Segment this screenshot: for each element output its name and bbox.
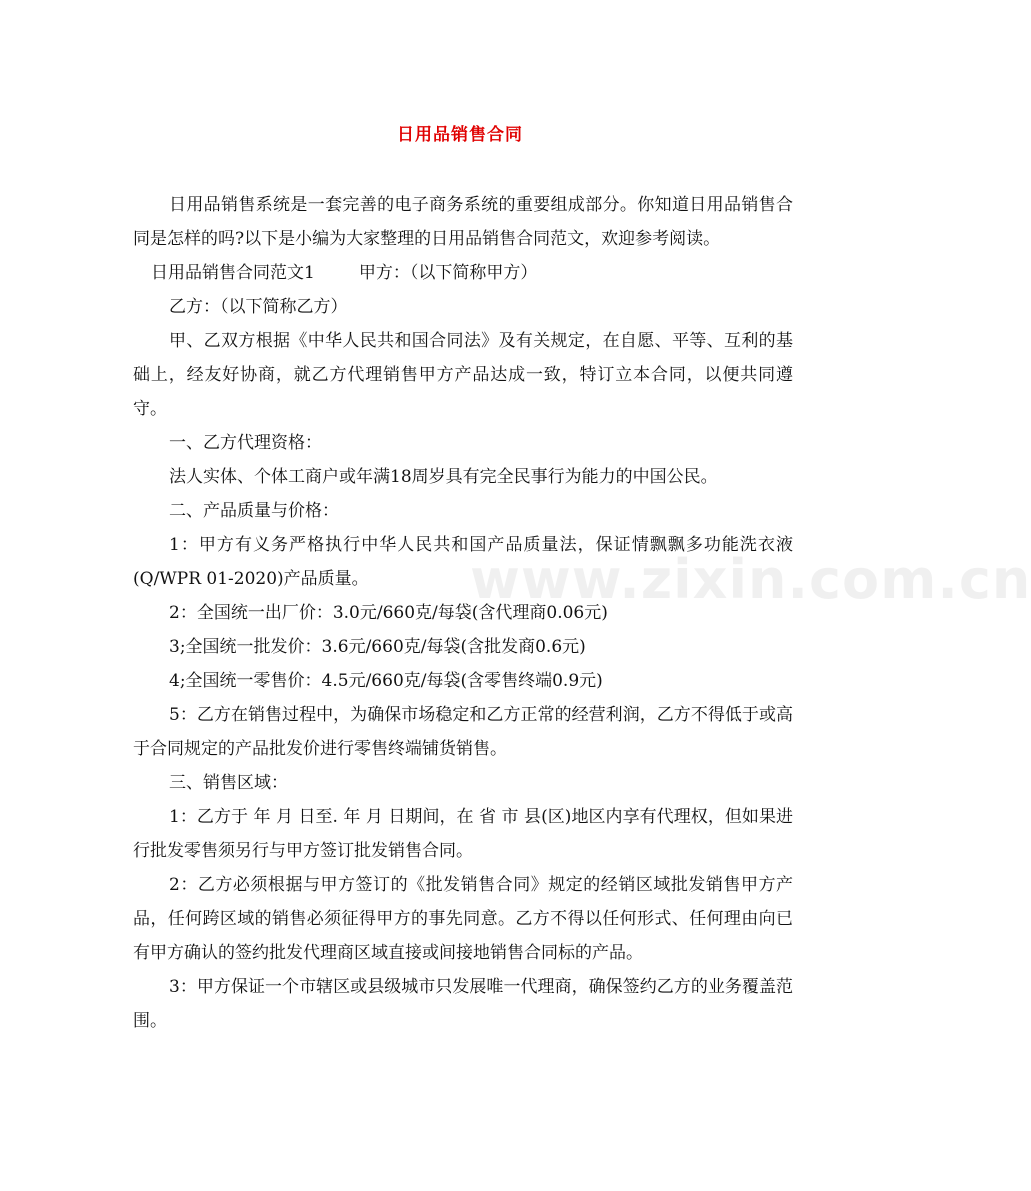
party-b: 乙方：（以下简称乙方） xyxy=(169,297,348,317)
section-1-text: 法人实体、个体工商户或年满18周岁具有完全民事行为能力的中国公民。 xyxy=(169,467,718,487)
watermark: www.zixin.com.cn xyxy=(470,548,1031,611)
intro-paragraph: 日用品销售系统是一套完善的电子商务系统的重要组成部分。你知道日用品销售合同是怎样的吗?以下是小编为大家整理的日用品销售合同范文，欢迎参考阅读。 xyxy=(133,195,793,249)
section-2-item: 5：乙方在销售过程中，为确保市场稳定和乙方正常的经营利润，乙方不得低于或高于合同规定的产品批发价进行零售终端铺货销售。 xyxy=(133,705,793,759)
section-3-item: 2：乙方必须根据与甲方签订的《批发销售合同》规定的经销区域批发销售甲方产品，任何跨区域的销售必须征得甲方的事先同意。乙方不得以任何形式、任何理由向已有甲方确认的签约批发代理商区域直接或间接地销售合同标的产品。 xyxy=(133,875,793,963)
section-2-item: 3;全国统一批发价：3.6元/660克/每袋(含批发商0.6元) xyxy=(169,637,586,657)
section-2-item: 1：甲方有义务严格执行中华人民共和国产品质量法，保证情飘飘多功能洗衣液(Q/WPR 01-2020)产品质量。 xyxy=(133,535,793,589)
document-title: 日用品销售合同 xyxy=(397,125,523,145)
section-3-heading: 三、销售区域： xyxy=(169,773,288,793)
section-3-item: 3：甲方保证一个市辖区或县级城市只发展唯一代理商，确保签约乙方的业务覆盖范围。 xyxy=(133,977,793,1031)
section-2-item: 2：全国统一出厂价：3.0元/660克/每袋(含代理商0.06元) xyxy=(169,603,608,623)
sample-heading-line xyxy=(133,256,793,290)
section-1-heading: 一、乙方代理资格： xyxy=(169,433,322,453)
section-2-item: 4;全国统一零售价：4.5元/660克/每袋(含零售终端0.9元) xyxy=(169,671,603,691)
document-body xyxy=(133,188,793,1038)
preamble-paragraph: 甲、乙双方根据《中华人民共和国合同法》及有关规定，在自愿、平等、互利的基础上，经友好协商，就乙方代理销售甲方产品达成一致，特订立本合同，以便共同遵守。 xyxy=(133,331,793,419)
section-2-heading: 二、产品质量与价格： xyxy=(169,501,339,521)
sample-heading: 日用品销售合同范文1 xyxy=(151,263,315,283)
party-a: 甲方：（以下简称甲方） xyxy=(358,263,538,283)
section-3-item: 1：乙方于 年 月 日至. 年 月 日期间，在 省 市 县(区)地区内享有代理权，但如果进行批发零售须另行与甲方签订批发销售合同。 xyxy=(133,807,793,861)
